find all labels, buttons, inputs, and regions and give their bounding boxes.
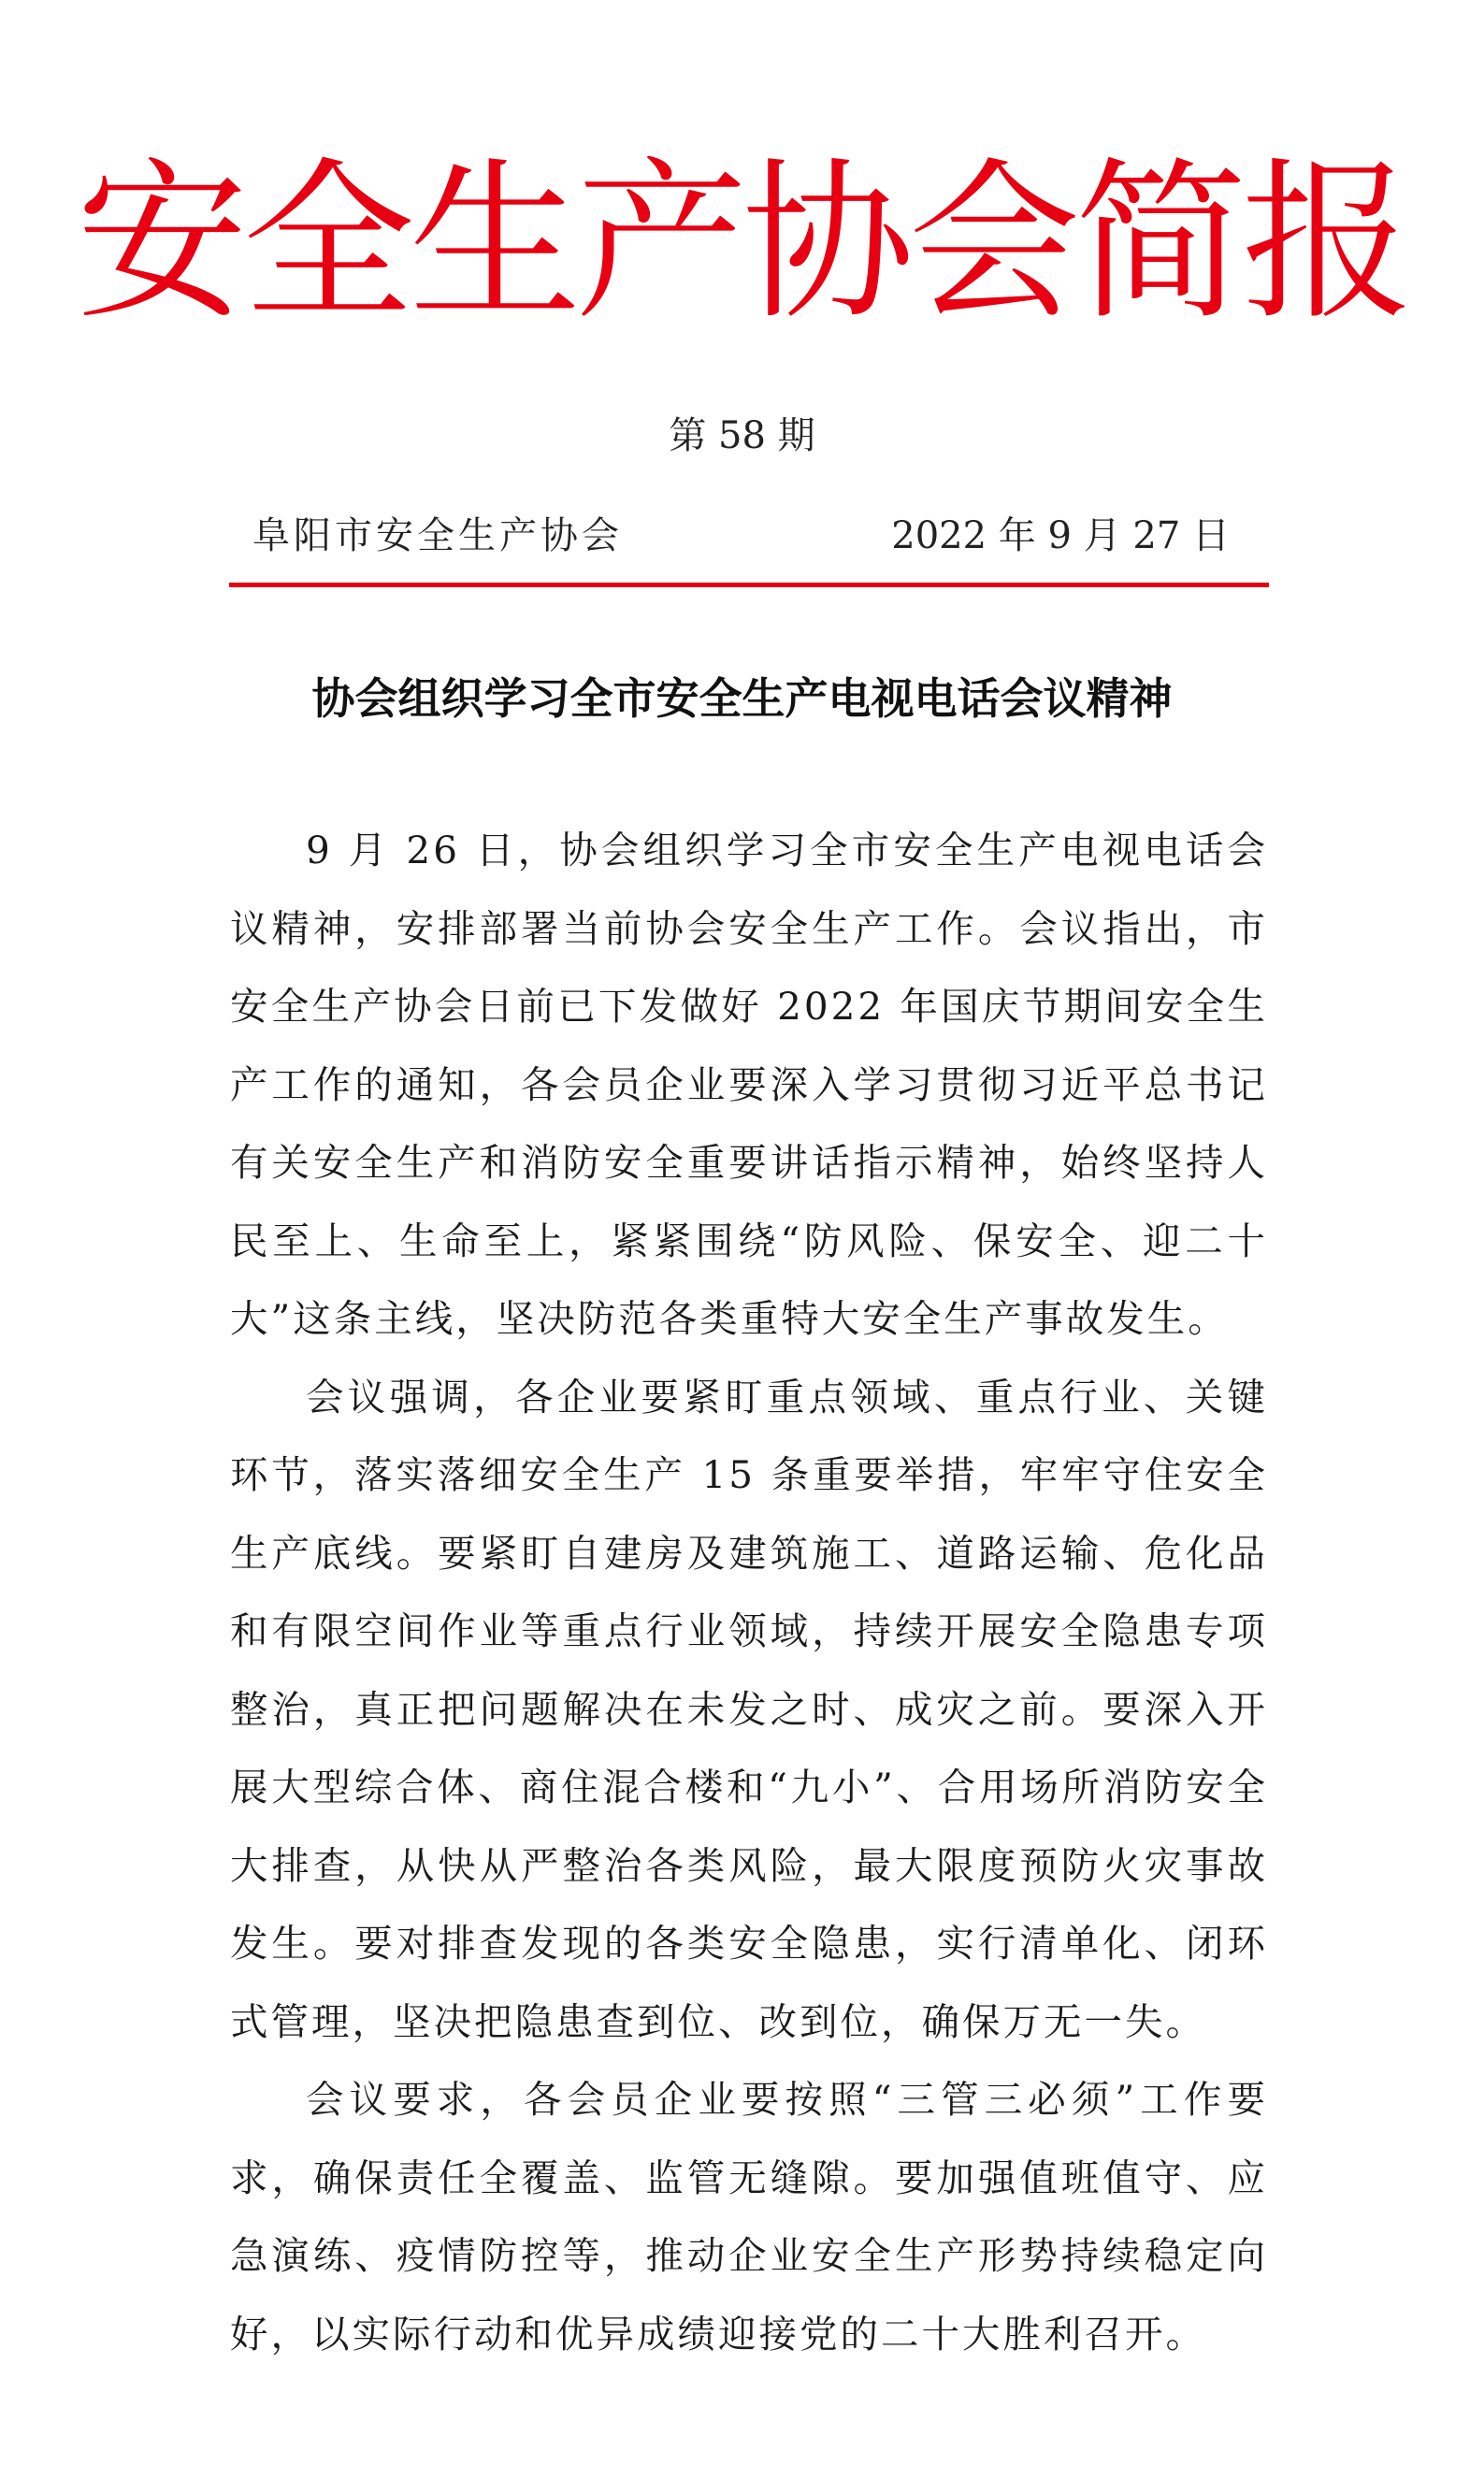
- issue-date: 2022 年 9 月 27 日: [891, 514, 1230, 557]
- article-title: 协会组织学习全市安全生产电视电话会议精神: [311, 673, 1173, 724]
- red-divider: [229, 583, 1269, 587]
- article-paragraph: 会议强调，各企业要紧盯重点领域、重点行业、关键环节，落实落细安全生产 15 条重要举措，牢牢守住安全生产底线。要紧盯自建房及建筑施工、道路运输、危化品和有限空间作业等重点行业领域，持续开展安全隐患专项整治，真正把问题解决在未发之时、成灾之前。要深入开展大型综合体、商住混合楼和“九小”、合用场所消防安全大排查，从快从严整治各类风险，最大限度预防火灾事故发生。要对排查发现的各类安全隐患，实行清单化、闭环式管理，坚决把隐患查到位、改到位，确保万无一失。: [230, 1374, 1268, 2044]
- article-paragraph: 9 月 26 日，协会组织学习全市安全生产电视电话会议精神，安排部署当前协会安全生产工作。会议指出，市安全生产协会日前已下发做好 2022 年国庆节期间安全生产工作的通知，各会员企业要深入学习贯彻习近平总书记有关安全生产和消防安全重要讲话指示精神，始终坚持人民至上、生命至上，紧紧围绕“防风险、保安全、迎二十大”这条主线，坚决防范各类重特大安全生产事故发生。: [230, 828, 1268, 1341]
- article-body: [230, 812, 1268, 2373]
- article-paragraph: 会议要求，各会员企业要按照“三管三必须”工作要求，确保责任全覆盖、监管无缝隙。要加强值班值守、应急演练、疫情防控等，推动企业安全生产形势持续稳定向好，以实际行动和优异成绩迎接党的二十大胜利召开。: [230, 2077, 1268, 2356]
- masthead-title: 安全生产协会简报: [76, 143, 1408, 343]
- issue-number: 第 58 期: [669, 414, 815, 457]
- issuing-organization: 阜阳市安全生产协会: [252, 514, 623, 557]
- meta-row: [252, 510, 1258, 562]
